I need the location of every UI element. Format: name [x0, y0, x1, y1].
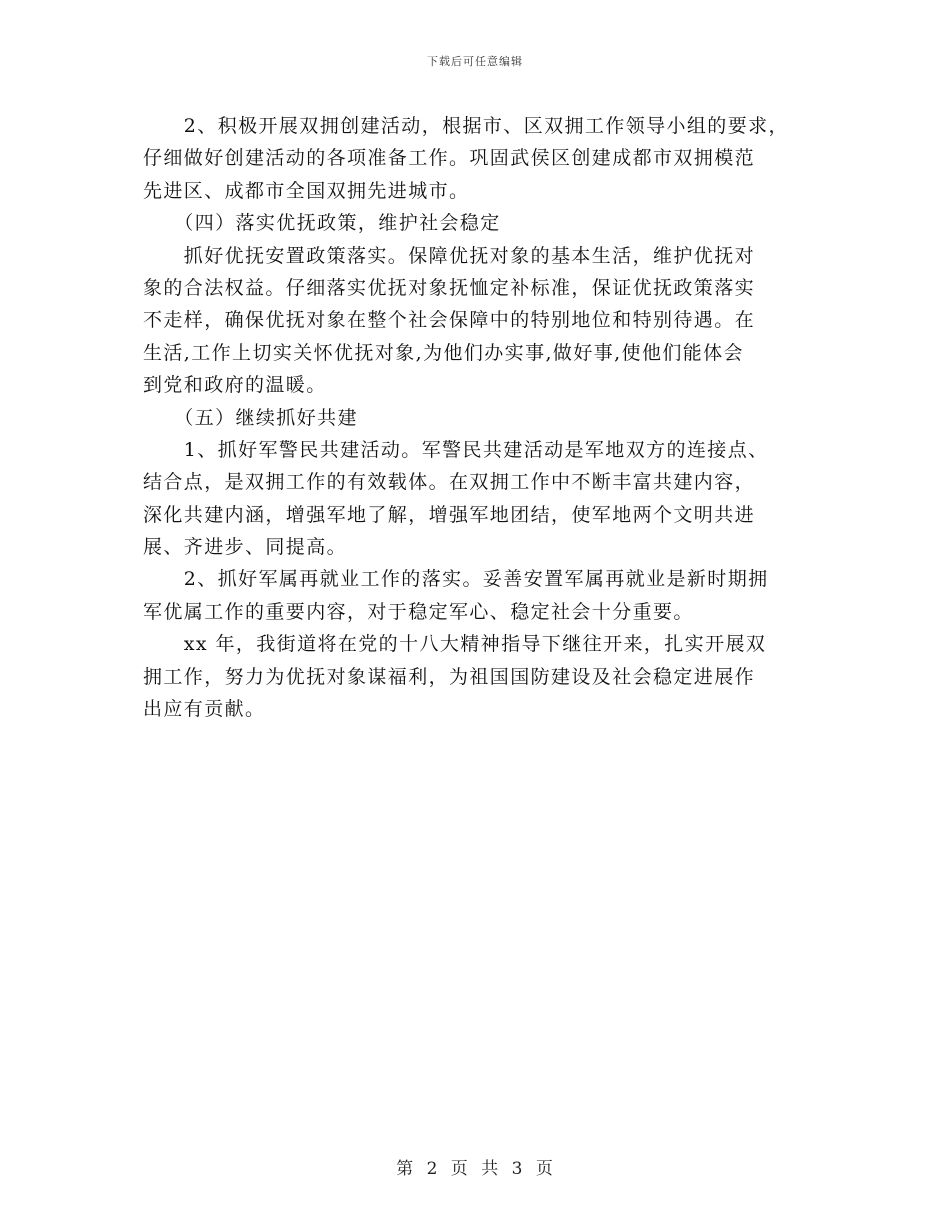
text-line: 抓好优抚安置政策落实。保障优抚对象的基本生活，维护优抚对 — [143, 244, 756, 267]
section-heading: （四）落实优抚政策，维护社会稳定 — [143, 212, 501, 235]
text-line: 不走样，确保优抚对象在整个社会保障中的特别地位和特别待遇。在 — [143, 309, 756, 332]
text-line: 展、齐进步、同提高。 — [143, 536, 348, 559]
text-line: 1、抓好军警民共建活动。军警民共建活动是军地双方的连接点、 — [143, 438, 769, 461]
text-line: 深化共建内涵，增强军地了解，增强军地团结，使军地两个文明共进 — [143, 503, 756, 526]
page-number: 第 2 页 共 3 页 — [396, 1159, 554, 1179]
text-line: 2、积极开展双拥创建活动，根据市、区双拥工作领导小组的要求， — [143, 115, 789, 137]
text-line: 仔细做好创建活动的各项准备工作。巩固武侯区创建成都市双拥模范 — [143, 147, 756, 170]
section-heading: （五）继续抓好共建 — [143, 406, 358, 429]
text-line: 2、抓好军属再就业工作的落实。妥善安置军属再就业是新时期拥 — [143, 568, 769, 591]
text-line: xx 年，我街道将在党的十八大精神指导下继往开来，扎实开展双 — [143, 633, 767, 656]
text-line: 先进区、成都市全国双拥先进城市。 — [143, 179, 470, 202]
text-line: 出应有贡献。 — [143, 698, 266, 721]
text-line: 军优属工作的重要内容，对于稳定军心、稳定社会十分重要。 — [143, 600, 694, 623]
page-header: 下载后可任意编辑 — [427, 55, 523, 68]
text-line: 生活,工作上切实关怀优抚对象,为他们办实事,做好事,使他们能体会 — [143, 341, 744, 364]
text-line: 拥工作，努力为优抚对象谋福利，为祖国国防建设及社会稳定进展作 — [143, 665, 756, 688]
text-line: 到党和政府的温暖。 — [143, 374, 327, 397]
document-body — [143, 110, 813, 725]
text-line: 结合点，是双拥工作的有效载体。在双拥工作中不断丰富共建内容， — [143, 471, 756, 494]
text-line: 象的合法权益。仔细落实优抚对象抚恤定补标准，保证优抚政策落实 — [143, 276, 756, 299]
